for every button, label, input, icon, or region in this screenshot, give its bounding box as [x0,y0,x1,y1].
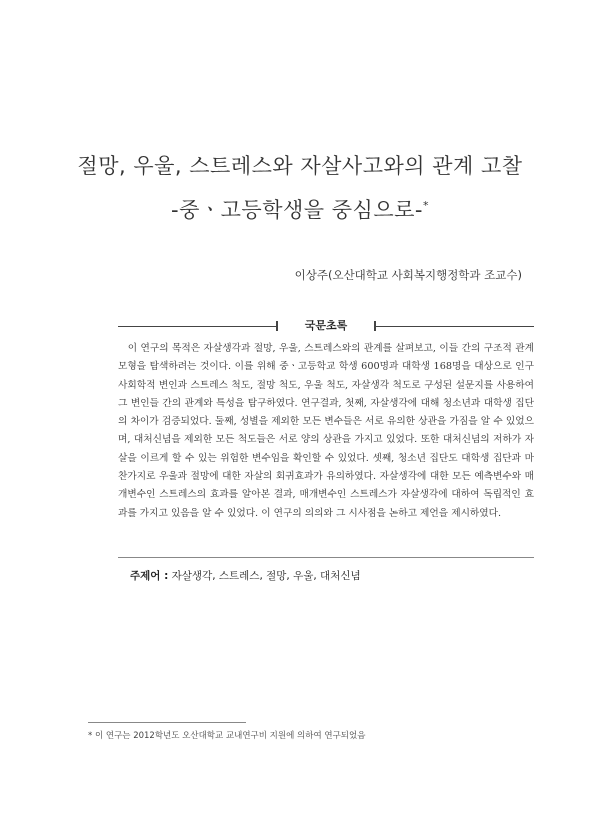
footnote-rule [88,722,246,723]
paper-subtitle [0,194,600,224]
abstract-rule-right [376,326,534,327]
title-block [0,150,600,224]
abstract-header [118,318,534,334]
abstract-body [118,340,534,523]
footnote: * 이 연구는 2012학년도 오산대학교 교내연구비 지원에 의하여 연구되었음 [88,731,366,741]
abstract-bottom-rule [118,557,534,558]
rule-tick-left [276,321,278,331]
keywords [130,568,361,583]
subtitle-text: -중ㆍ고등학생을 중심으로- [171,198,423,222]
author-affiliation: 이상주(오산대학교 사회복지행정학과 조교수) [294,268,522,282]
paper-title: 절망, 우울, 스트레스와 자살사고와의 관계 고찰 [77,154,523,178]
abstract-heading: 국문초록 [304,319,348,332]
abstract-rule-left [118,326,276,327]
keywords-label: 주제어 : [130,570,169,582]
keywords-list: 자살생각, 스트레스, 절망, 우울, 대처신념 [171,570,361,582]
abstract-paragraph: 이 연구의 목적은 자살생각과 절망, 우울, 스트레스와의 관계를 살펴보고, 이들 간의 구조적 관계모형을 탐색하려는 것이다. 이를 위해 중ㆍ고등학교 학생 600명과 대학생 168명을 대상으로 인구사회학적 변인과 스트레스 척도, 절망 척도, 우울 척도, 자살생각 척도로 구성된 설문지를 사용하여 그 변인들 간의 관계와 특성을 탐구하였다. 연구결과, 첫째, 자살생각에 대해 청소년과 대학생 집단의 차이가 검증되었다. 둘째, 성별을 제외한 모든 변수들은 서로 유의한 상관을 가짐을 알 수 있었으며, 대처신념을 제외한 모든 척도들은 서로 양의 상관을 가지고 있었다. 또한 대처신념의 저하가 자살을 이르게 할 수 있는 위험한 변수임을 확인할 수 있었다. 셋째, 청소년 집단도 대학생 집단과 마찬가지로 우울과 절망에 대한 자살의 회귀효과가 유의하였다. 자살생각에 대한 모든 예측변수와 매개변수인 스트레스의 효과를 알아본 결과, 매개변수인 스트레스가 자살생각에 대하여 독립적인 효과를 가지고 있음을 알 수 있었다. 이 연구의 의의와 그 시사점을 논하고 제언을 제시하였다. [118,343,534,519]
title-footnote-mark: * [422,199,429,212]
